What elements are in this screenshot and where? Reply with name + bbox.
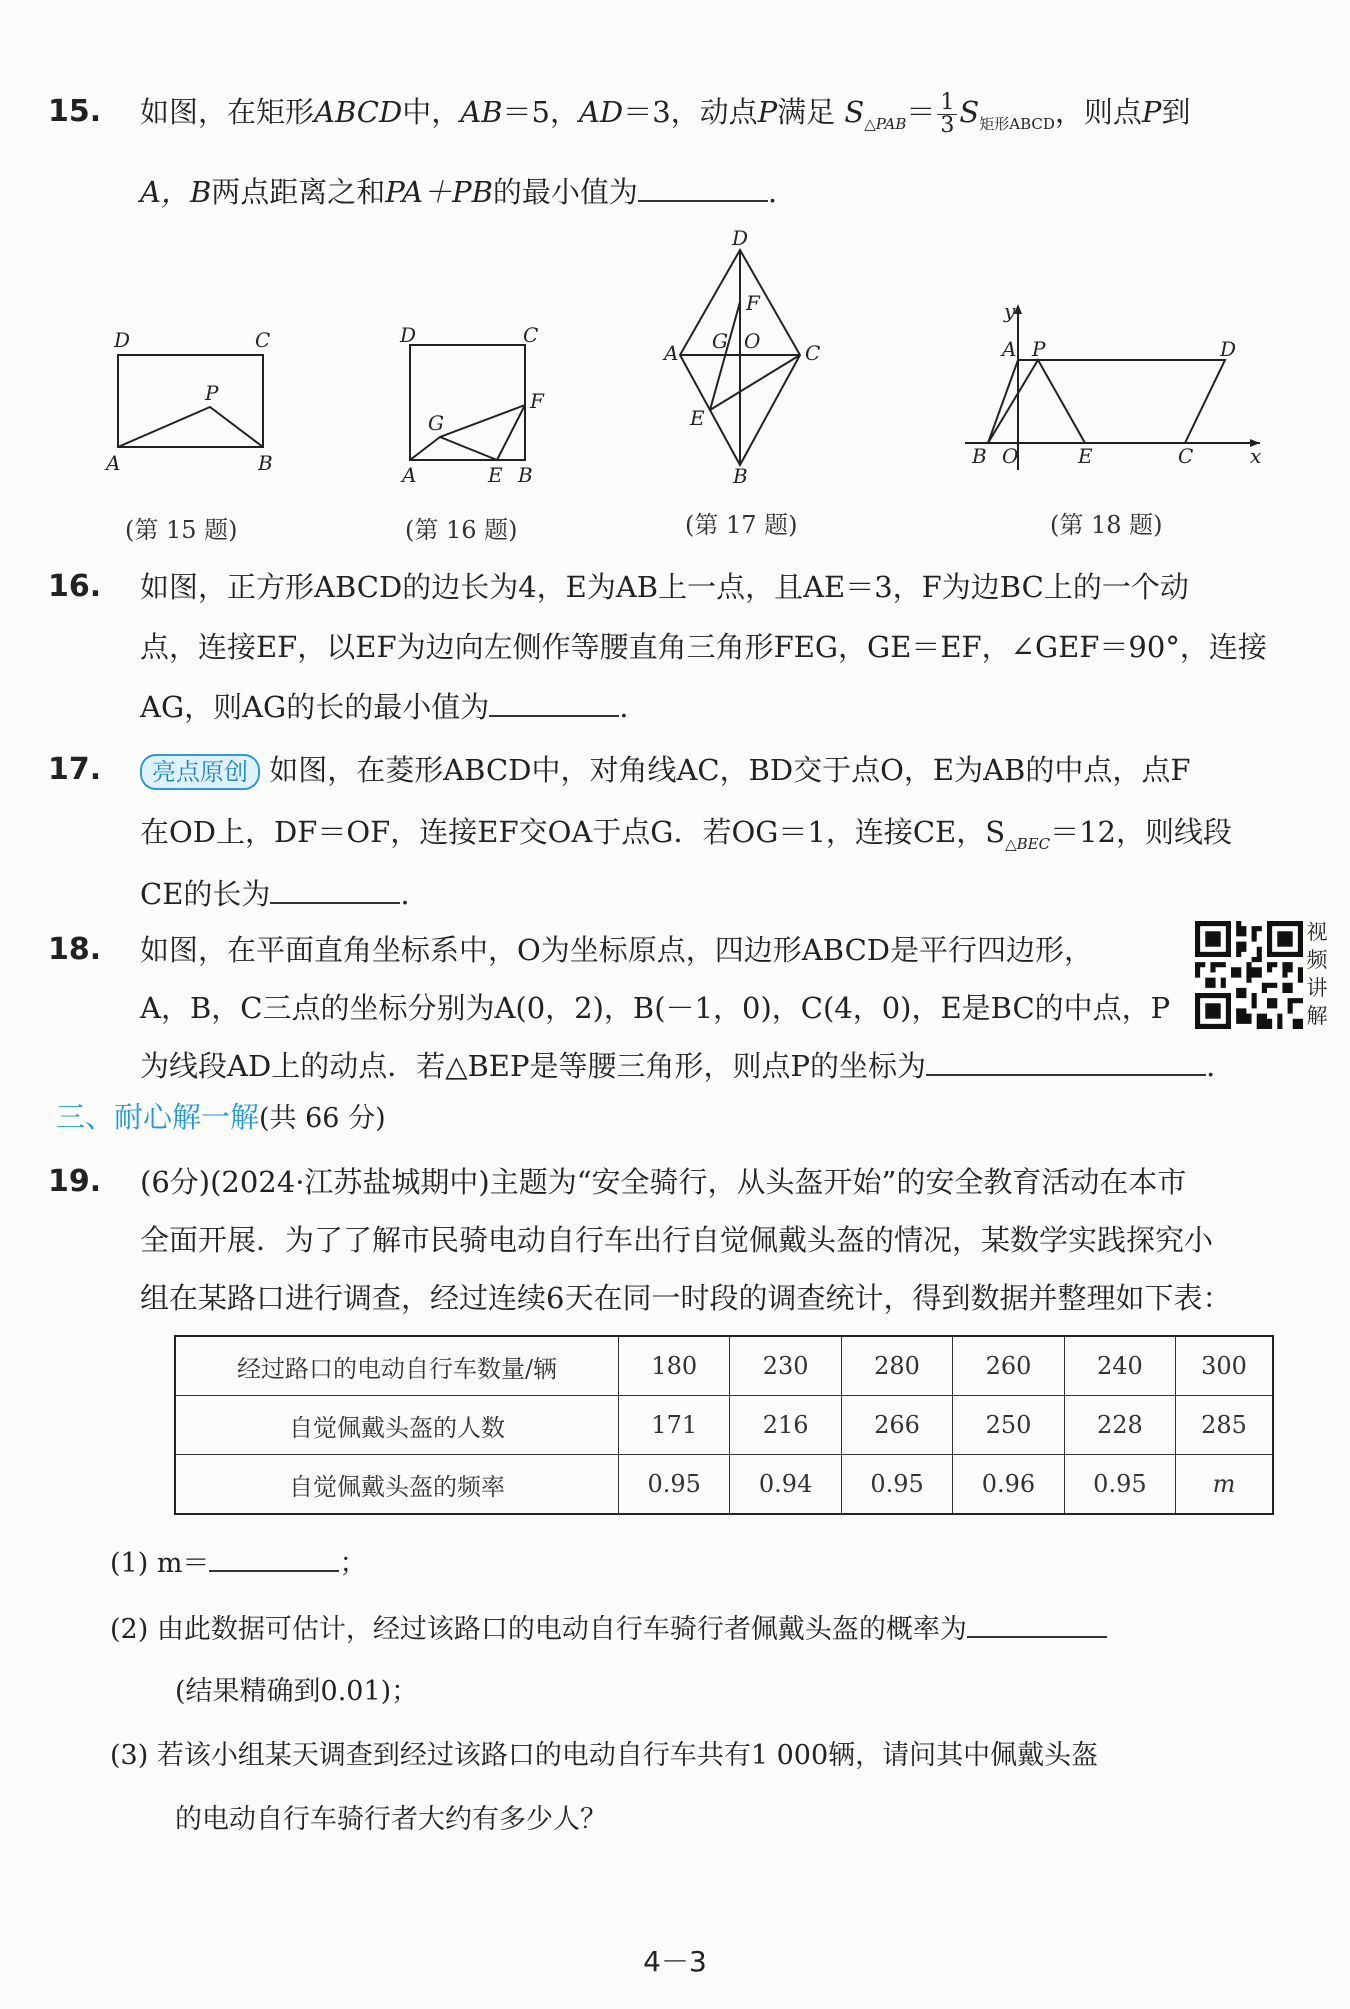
label-C: C (805, 341, 821, 365)
sub-question-1: (1) m＝ ； (110, 1532, 366, 1596)
figure-17-diagram (660, 230, 840, 485)
section-score: (共 66 分) (259, 1103, 386, 1134)
table-cell: 0.95 (1064, 1455, 1175, 1515)
label-x: x (1250, 444, 1262, 468)
page-number: 4－3 (643, 1945, 707, 1978)
question-number: 19. (48, 1164, 102, 1199)
table-cell: 266 (841, 1396, 952, 1455)
question-line: 如图，在矩形ABCD中，AB＝5，AD＝3，动点P满足 $S_{\triangle PAB}=$ $\frac{1}{3}$ $S_{矩形ABCD}$，则点P到 (140, 89, 1191, 138)
label-F: F (530, 389, 544, 413)
answer-blank[interactable] (967, 1610, 1107, 1638)
question-line: A，B，C三点的坐标分别为A(0，2)，B(－1，0)，C(4，0)，E是BC的中点，P (140, 991, 1171, 1025)
label-P: P (1032, 337, 1046, 361)
label-A: A (106, 451, 121, 475)
label-y: y (1004, 300, 1016, 323)
label-B: B (972, 444, 987, 468)
question-line: 点，连接EF，以EF为边向左侧作等腰直角三角形FEG，GE＝EF，∠GEF＝90°，连接 (140, 630, 1267, 664)
row-header: 自觉佩戴头盔的频率 (175, 1455, 619, 1515)
label-E: E (1078, 444, 1093, 468)
table-cell: 228 (1064, 1396, 1175, 1455)
table-cell: 285 (1176, 1396, 1273, 1455)
figures-row (90, 225, 1290, 555)
label-A: A (1002, 337, 1017, 361)
label-A: A (664, 341, 679, 365)
label-C: C (255, 328, 271, 352)
question-15 (40, 80, 1310, 240)
question-line: 如图，正方形ABCD的边长为4，E为AB上一点，且AE＝3，F为边BC上的一个动 (140, 570, 1189, 604)
label-G: G (428, 411, 444, 435)
question-line: AG，则AG的长的最小值为 . (140, 690, 629, 724)
figure-16-diagram (380, 310, 560, 490)
figure-15-diagram (90, 325, 290, 485)
table-row (175, 1396, 1273, 1455)
question-16 (40, 555, 1310, 755)
label-E: E (690, 406, 705, 430)
figure-17-caption: (第 17 题) (685, 511, 798, 539)
question-line: CE的长为 . (140, 877, 410, 911)
question-17 (40, 738, 1310, 938)
row-header: 经过路口的电动自行车数量/辆 (175, 1336, 619, 1396)
section-heading (56, 1095, 386, 1136)
table-cell: 0.95 (619, 1455, 730, 1515)
table-cell: 0.96 (953, 1455, 1064, 1515)
qr-video-label: 视频讲解 (1306, 920, 1328, 1028)
question-number: 16. (48, 569, 102, 604)
question-line: 亮点原创 如图，在菱形ABCD中，对角线AC，BD交于点O，E为AB的中点，点F (140, 738, 1310, 802)
question-number: 17. (48, 752, 102, 787)
table-cell: 240 (1064, 1336, 1175, 1396)
label-C: C (1178, 444, 1194, 468)
sub-question-3: (3) 若该小组某天调查到经过该路口的电动自行车共有1 000辆，请问其中佩戴头盔 (110, 1740, 1099, 1771)
figure-18-diagram (960, 300, 1270, 480)
label-B: B (258, 451, 273, 475)
table-cell: 300 (1176, 1336, 1273, 1396)
table-cell: 0.94 (730, 1455, 841, 1515)
sub-question-2-note: (结果精确到0.01)； (175, 1676, 419, 1707)
question-line: 如图，在平面直角坐标系中，O为坐标原点，四边形ABCD是平行四边形， (140, 933, 1094, 967)
label-F: F (746, 291, 760, 315)
table-cell: 280 (841, 1336, 952, 1396)
fraction: $\frac{1}{3}$ (937, 92, 957, 137)
label-D: D (1220, 337, 1237, 361)
label-E: E (488, 463, 503, 487)
table-cell: 171 (619, 1396, 730, 1455)
figure-15-caption: (第 15 题) (125, 516, 238, 544)
figure-18-caption: (第 18 题) (1050, 511, 1163, 539)
answer-blank[interactable] (926, 1048, 1206, 1076)
sub-question-3-cont: 的电动自行车骑行者大约有多少人？ (175, 1804, 607, 1835)
question-line: 组在某路口进行调查，经过连续6天在同一时段的调查统计，得到数据并整理如下表： (140, 1281, 1232, 1315)
sub-question-2: (2) 由此数据可估计，经过该路口的电动自行车骑行者佩戴头盔的概率为 (110, 1598, 1107, 1662)
question-18 (40, 918, 1310, 1098)
table-cell: 0.95 (841, 1455, 952, 1515)
figure-16-caption: (第 16 题) (405, 516, 518, 544)
table-cell: 180 (619, 1336, 730, 1396)
table-cell: 250 (953, 1396, 1064, 1455)
label-D: D (400, 323, 417, 347)
label-G: G (712, 329, 728, 353)
question-number: 18. (48, 932, 102, 967)
answer-blank[interactable] (638, 174, 768, 202)
label-O: O (1002, 444, 1019, 468)
label-A: A (402, 463, 417, 487)
question-line: A，B两点距离之和PA＋PB的最小值为 . (140, 175, 778, 209)
label-D: D (732, 230, 749, 250)
question-line: 为线段AD上的动点．若△BEP是等腰三角形，则点P的坐标为 . (140, 1049, 1216, 1083)
question-19 (40, 1150, 1310, 1330)
question-line: 全面开展．为了了解市民骑电动自行车出行自觉佩戴头盔的情况，某数学实践探究小 (140, 1223, 1214, 1257)
table-cell: 230 (730, 1336, 841, 1396)
label-D: D (114, 328, 131, 352)
label-O: O (744, 329, 761, 353)
answer-blank[interactable] (270, 876, 400, 904)
survey-table (174, 1335, 1274, 1515)
label-C: C (523, 323, 539, 347)
answer-blank[interactable] (489, 689, 619, 717)
question-line: (6分)(2024·江苏盐城期中)主题为“安全骑行，从头盔开始”的安全教育活动在本市 (140, 1165, 1187, 1199)
label-B: B (518, 463, 533, 487)
qr-code-icon[interactable] (1195, 920, 1303, 1030)
question-line: 在OD上，DF＝OF，连接EF交OA于点G．若OG＝1，连接CE，$S_{\triangle BEC}=12$，则线段 (140, 815, 1232, 853)
question-number: 15. (48, 94, 102, 129)
answer-blank[interactable] (209, 1544, 339, 1572)
section-title: 三、耐心解一解 (56, 1100, 260, 1134)
original-highlight-badge: 亮点原创 (140, 754, 260, 790)
label-B: B (733, 464, 748, 485)
table-row (175, 1455, 1273, 1515)
table-cell: 260 (953, 1336, 1064, 1396)
label-P: P (205, 381, 219, 405)
row-header: 自觉佩戴头盔的人数 (175, 1396, 619, 1455)
table-cell: 216 (730, 1396, 841, 1455)
table-cell: m (1176, 1455, 1273, 1515)
table-row (175, 1336, 1273, 1396)
